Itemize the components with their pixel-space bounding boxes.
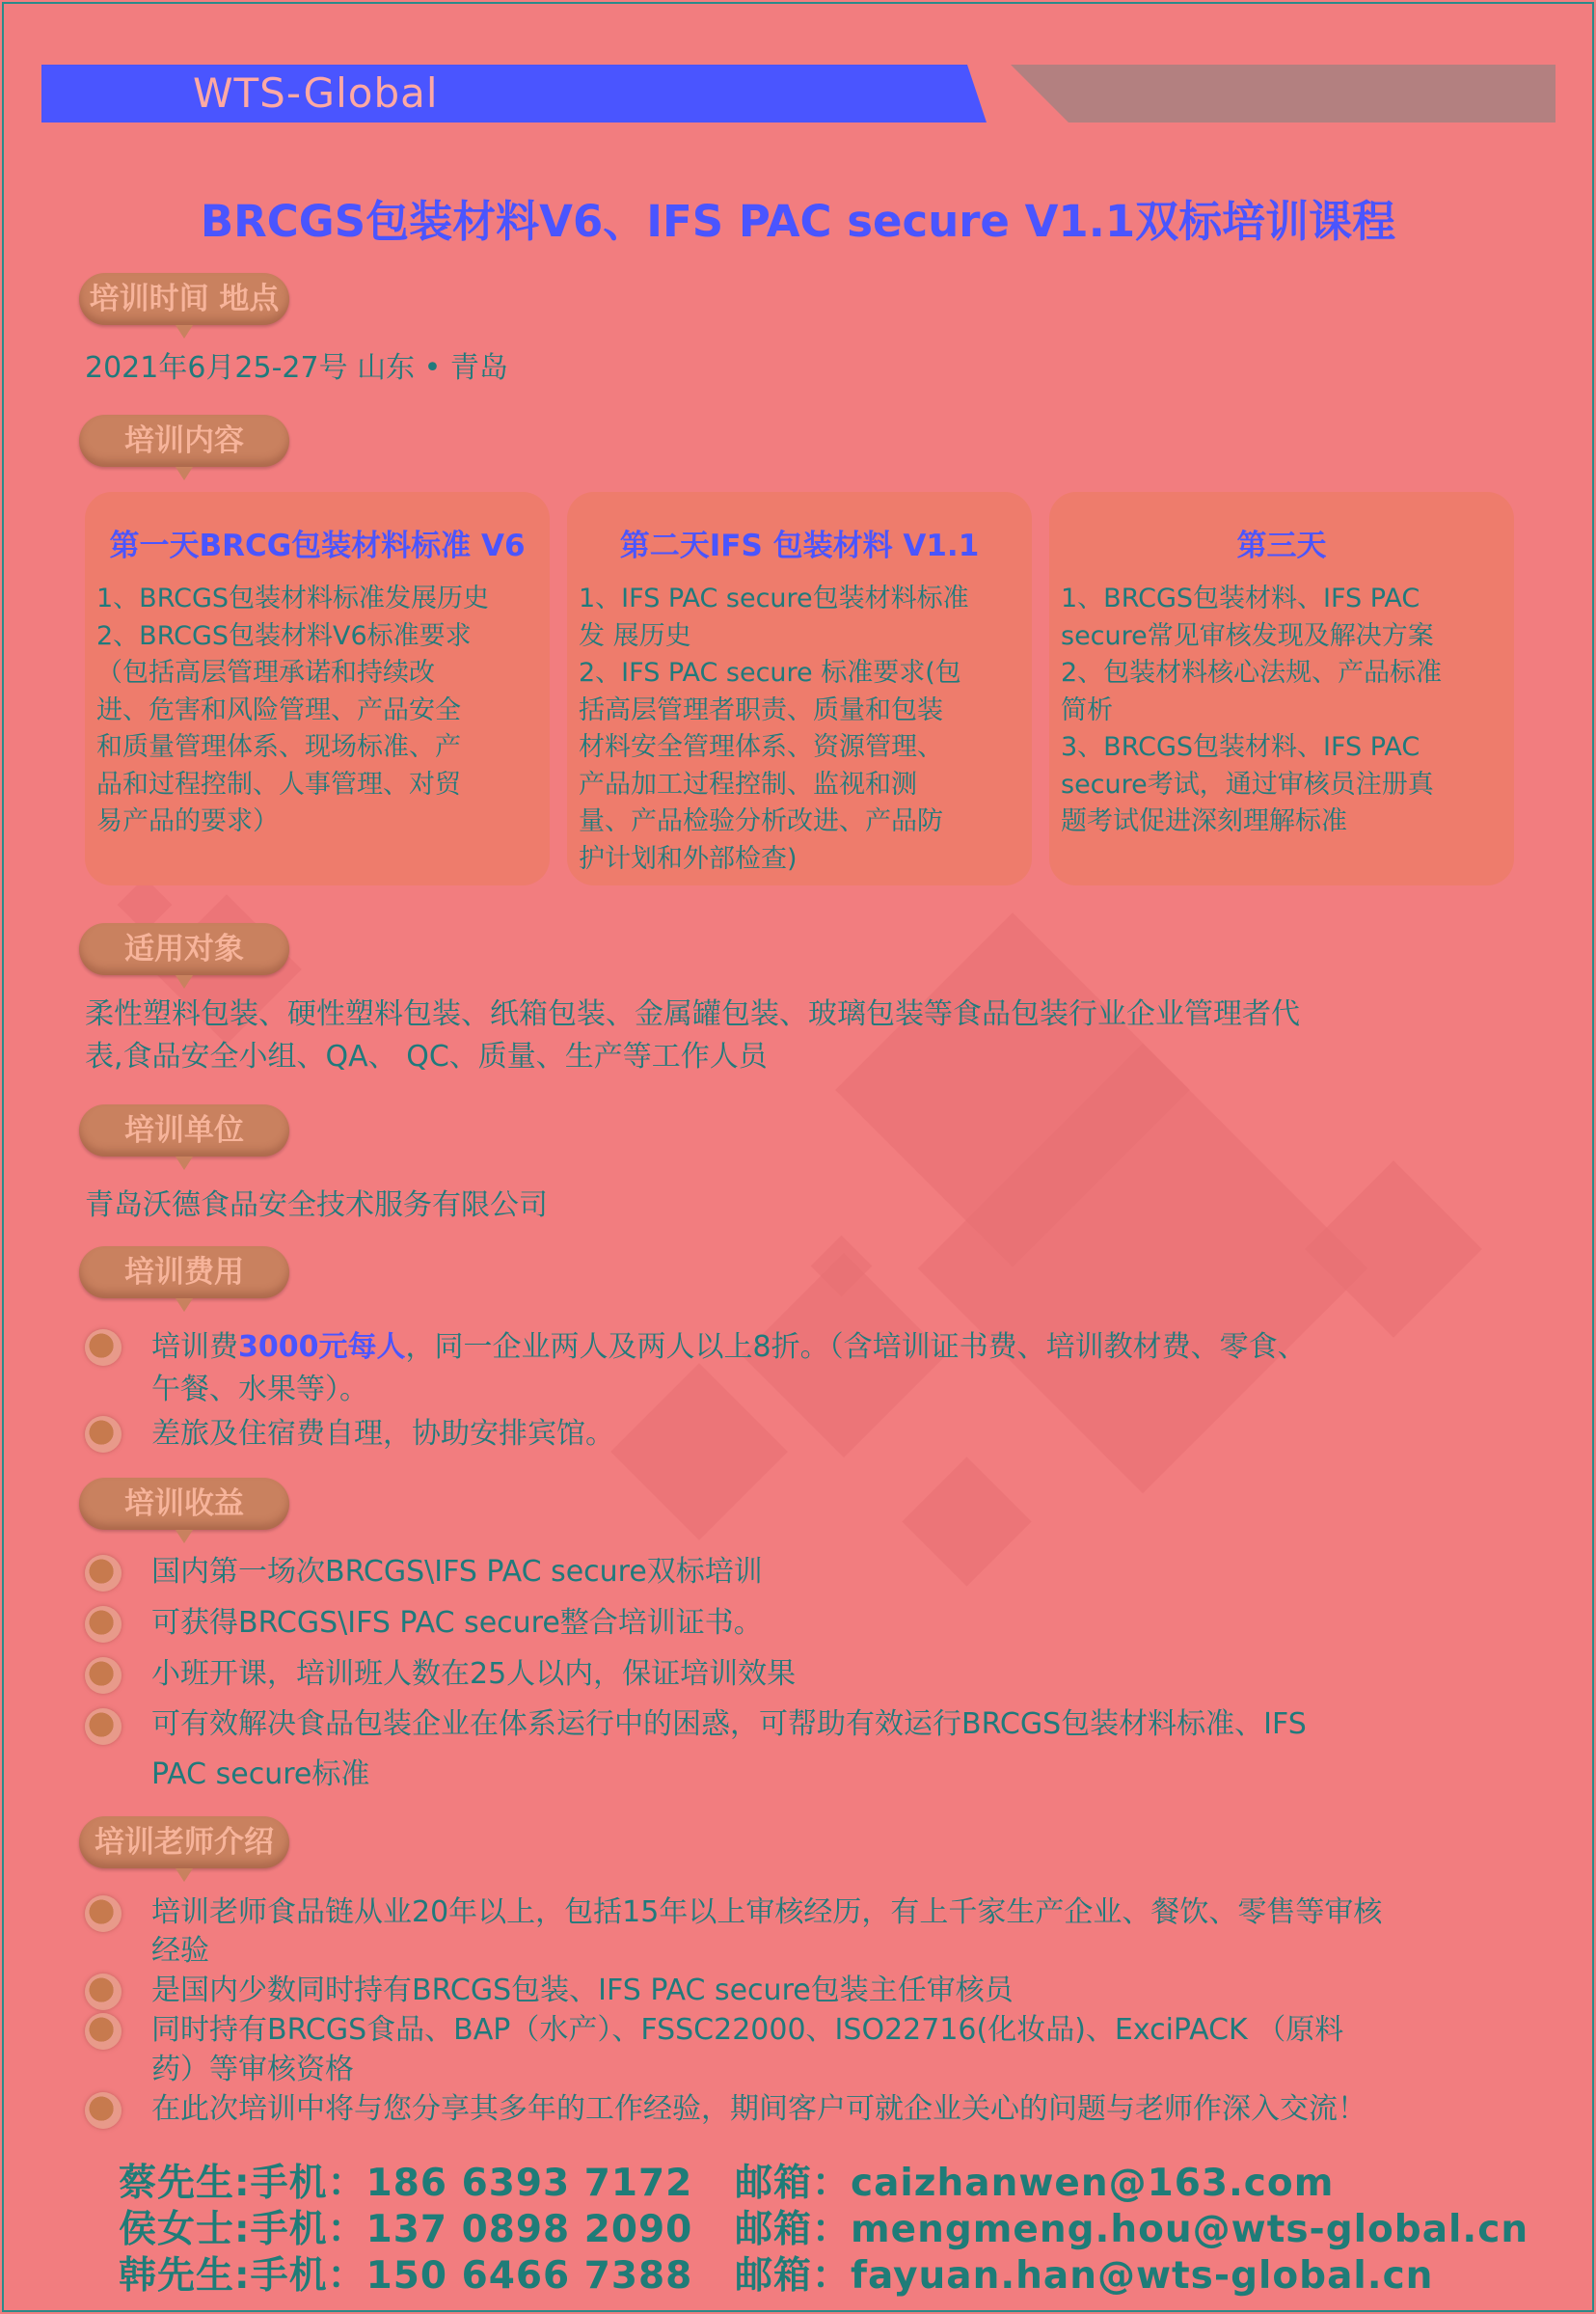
section-tag-teacher: 培训老师介绍 [79, 1816, 289, 1868]
benefit-item-4: 可有效解决食品包装企业在体系运行中的困惑，可帮助有效运行BRCGS包装材料标准、IFS [151, 1707, 1307, 1741]
bullet-icon [85, 1895, 122, 1932]
benefit-item-1: 国内第一场次BRCGS\IFS PAC secure双标培训 [151, 1555, 763, 1589]
fee-item-2: 差旅及住宿费自理，协助安排宾馆。 [151, 1417, 614, 1451]
contact-line-1: 蔡先生:手机：186 6393 7172 邮箱：caizhanwen@163.com [119, 2162, 1335, 2205]
bullet-icon [85, 1555, 122, 1592]
fee-item-1: 培训费3000元每人，同一企业两人及两人以上8折。（含培训证书费、培训教材费、零食、 [151, 1330, 1307, 1364]
bullet-icon [85, 1657, 122, 1694]
benefit-item-4-cont: PAC secure标准 [151, 1757, 370, 1791]
day-card-body: 1、BRCGS包装材料、IFS PAC secure常见审核发现及解决方案 2、包装材料核心法规、产品标准 简析 3、BRCGS包装材料、IFS PAC secure考试，通过审核员注册真 题考试促进深刻理解标准 [1061, 584, 1443, 836]
decor-diamond [610, 1363, 788, 1540]
brand-name: WTS-Global [193, 69, 439, 117]
bullet-icon [85, 1416, 122, 1453]
bullet-icon [85, 2092, 122, 2129]
contact-line-3: 韩先生:手机：150 6466 7388 邮箱：fayuan.han@wts-global.cn [119, 2254, 1434, 2298]
section-tag-benefits: 培训收益 [79, 1478, 289, 1530]
day-card-title: 第一天BRCG包装材料标准 V6 [109, 529, 526, 563]
bullet-icon [85, 1974, 122, 2010]
benefit-item-2: 可获得BRCGS\IFS PAC secure整合培训证书。 [151, 1606, 763, 1640]
organizer-text: 青岛沃德食品安全技术服务有限公司 [85, 1188, 548, 1222]
section-tag-content: 培训内容 [79, 415, 289, 467]
day-card-body: 1、BRCGS包装材料标准发展历史 2、BRCGS包装材料V6标准要求 （包括高层管理承诺和持续改 进、危害和风险管理、产品安全 和质量管理体系、现场标准、产 品和过程控制、人事管理、对贸 易产品的要求） [96, 584, 490, 836]
header-band-blue [41, 65, 987, 123]
day-card-3 [1049, 492, 1514, 885]
benefit-item-3: 小班开课，培训班人数在25人以内，保证培训效果 [151, 1657, 797, 1691]
teacher-item-4: 在此次培训中将与您分享其多年的工作经验，期间客户可就企业关心的问题与老师作深入交流！ [151, 2092, 1366, 2126]
section-tag-audience: 适用对象 [79, 923, 289, 975]
time-place-text: 2021年6月25-27号 山东 • 青岛 [85, 351, 508, 385]
teacher-item-1-cont: 经验 [151, 1934, 209, 1968]
decor-diamond [902, 1456, 1031, 1586]
bullet-icon [85, 2013, 122, 2050]
day-card-2 [567, 492, 1032, 885]
bullet-icon [85, 1708, 122, 1745]
day-card-1 [85, 492, 550, 885]
contact-line-2: 侯女士:手机：137 0898 2090 邮箱：mengmeng.hou@wts-global.cn [119, 2208, 1529, 2251]
day-card-body: 1、IFS PAC secure包装材料标准 发 展历史 2、IFS PAC secure 标准要求(包 括高层管理者职责、质量和包装 材料安全管理体系、资源管理、 产品加工过程控制、监视和测 量、产品检验分析改进、产品防 护计划和外部检查) [579, 584, 969, 874]
section-tag-organizer: 培训单位 [79, 1104, 289, 1157]
day-card-title: 第三天 [1236, 529, 1327, 563]
audience-line-2: 表,食品安全小组、QA、 QC、质量、生产等工作人员 [85, 1040, 768, 1074]
teacher-item-1: 培训老师食品链从业20年以上，包括15年以上审核经历，有上千家生产企业、餐饮、零售等审核 [151, 1895, 1383, 1929]
teacher-item-3: 同时持有BRCGS食品、BAP（水产）、FSSC22000、ISO22716(化妆品)、ExciPACK （原料 [151, 2013, 1344, 2047]
page-title: BRCGS包装材料V6、IFS PAC secure V1.1双标培训课程 [200, 196, 1396, 247]
decor-diamond [1305, 1160, 1482, 1338]
teacher-item-2: 是国内少数同时持有BRCGS包装、IFS PAC secure包装主任审核员 [151, 1974, 1014, 2007]
header-band-gray [1011, 65, 1555, 123]
teacher-item-3-cont: 药）等审核资格 [151, 2053, 354, 2086]
section-tag-time-place: 培训时间 地点 [79, 273, 289, 325]
fee-item-1-cont: 午餐、水果等）。 [151, 1373, 368, 1406]
day-card-title: 第二天IFS 包装材料 V1.1 [619, 529, 980, 563]
section-tag-fee: 培训费用 [79, 1246, 289, 1298]
audience-line-1: 柔性塑料包装、硬性塑料包装、纸箱包装、金属罐包装、玻璃包装等食品包装行业企业管理者代 [85, 997, 1300, 1031]
bullet-icon [85, 1329, 122, 1366]
bullet-icon [85, 1606, 122, 1643]
